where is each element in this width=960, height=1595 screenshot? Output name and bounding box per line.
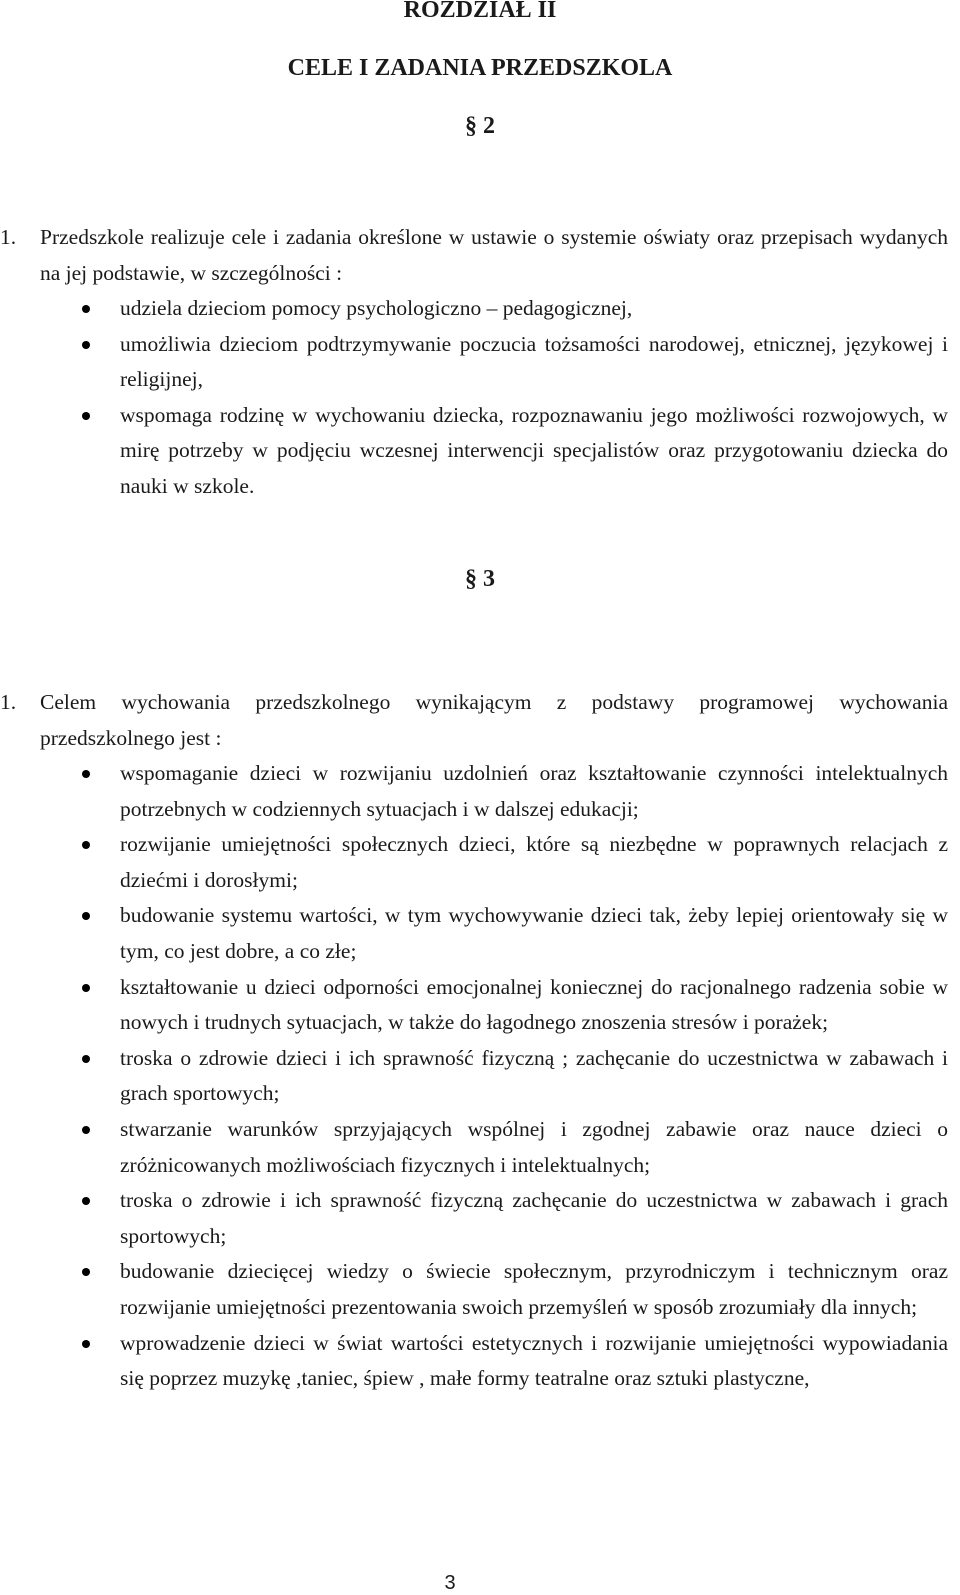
bullet-icon <box>82 341 90 349</box>
list-item: kształtowanie u dzieci odporności emocjonalnej koniecznej do racjonalnego radzenia sobie w nowych i trudnych sytuacjach, w także do łagodnego znoszenia stresów i porażek; <box>0 970 948 1041</box>
section-3-para-text: Celem wychowania przedszkolnego wynikającym z podstawy programowej wychowania przedszkolnego jest : <box>40 690 948 750</box>
bullet-icon <box>82 1268 90 1276</box>
bullet-icon <box>82 1126 90 1134</box>
list-item: troska o zdrowie dzieci i ich sprawność fizyczną ; zachęcanie do uczestnictwa w zabawach i grach sportowych; <box>0 1041 948 1112</box>
section-3-paragraph <box>0 685 948 756</box>
bullet-icon <box>82 305 90 313</box>
section-2-para-number: 1. <box>0 225 17 249</box>
list-item: wspomaganie dzieci w rozwijaniu uzdolnień oraz kształtowanie czynności intelektualnych potrzebnych w codziennych sytuacjach i w dalszej edukacji; <box>0 756 948 827</box>
list-item: rozwijanie umiejętności społecznych dzieci, które są niezbędne w poprawnych relacjach z dziećmi i dorosłymi; <box>0 827 948 898</box>
section-3-list <box>0 756 948 1397</box>
list-item: troska o zdrowie i ich sprawność fizyczną zachęcanie do uczestnictwa w zabawach i grach sportowych; <box>0 1183 948 1254</box>
list-item: budowanie dziecięcej wiedzy o świecie społecznym, przyrodniczym i technicznym oraz rozwijanie umiejętności prezentowania swoich przemyśleń w sposób zrozumiały dla innych; <box>0 1254 948 1325</box>
section-3-para-number: 1. <box>0 690 17 714</box>
bullet-icon <box>82 1055 90 1063</box>
chapter-subtitle: CELE I ZADANIA PRZEDSZKOLA <box>287 55 673 81</box>
list-item: stwarzanie warunków sprzyjających wspólnej i zgodnej zabawie oraz nauce dzieci o zróżnicowanych możliwościach fizycznych i intelektualnych; <box>0 1112 948 1183</box>
bullet-icon <box>82 770 90 778</box>
list-item: wspomaga rodzinę w wychowaniu dziecka, rozpoznawaniu jego możliwości rozwojowych, w mirę potrzeby w podjęciu wczesnej interwencji specjalistów oraz przygotowaniu dziecka do nauki w szkole. <box>0 398 948 505</box>
section-3-label: § 3 <box>465 566 495 592</box>
bullet-icon <box>82 841 90 849</box>
bullet-icon <box>82 412 90 420</box>
list-item: budowanie systemu wartości, w tym wychowywanie dzieci tak, żeby lepiej orientowały się w tym, co jest dobre, a co złe; <box>0 898 948 969</box>
list-item: umożliwia dzieciom podtrzymywanie poczucia tożsamości narodowej, etnicznej, językowej i religijnej, <box>0 327 948 398</box>
chapter-title: ROZDZIAŁ II <box>403 0 557 23</box>
section-2-label: § 2 <box>465 113 495 139</box>
bullet-icon <box>82 1197 90 1205</box>
bullet-icon <box>82 912 90 920</box>
list-item: udziela dzieciom pomocy psychologiczno – pedagogicznej, <box>0 291 948 327</box>
section-2-para-text: Przedszkole realizuje cele i zadania określone w ustawie o systemie oświaty oraz przepisach wydanych na jej podstawie, w szczególności : <box>40 225 948 285</box>
list-item: wprowadzenie dzieci w świat wartości estetycznych i rozwijanie umiejętności wypowiadania się poprzez muzykę ,taniec, śpiew , małe formy teatralne oraz sztuki plastyczne, <box>0 1326 948 1397</box>
page-number: 3 <box>444 1572 456 1594</box>
bullet-icon <box>82 984 90 992</box>
section-2-paragraph <box>0 220 948 291</box>
section-2-list <box>0 291 948 505</box>
bullet-icon <box>82 1340 90 1348</box>
